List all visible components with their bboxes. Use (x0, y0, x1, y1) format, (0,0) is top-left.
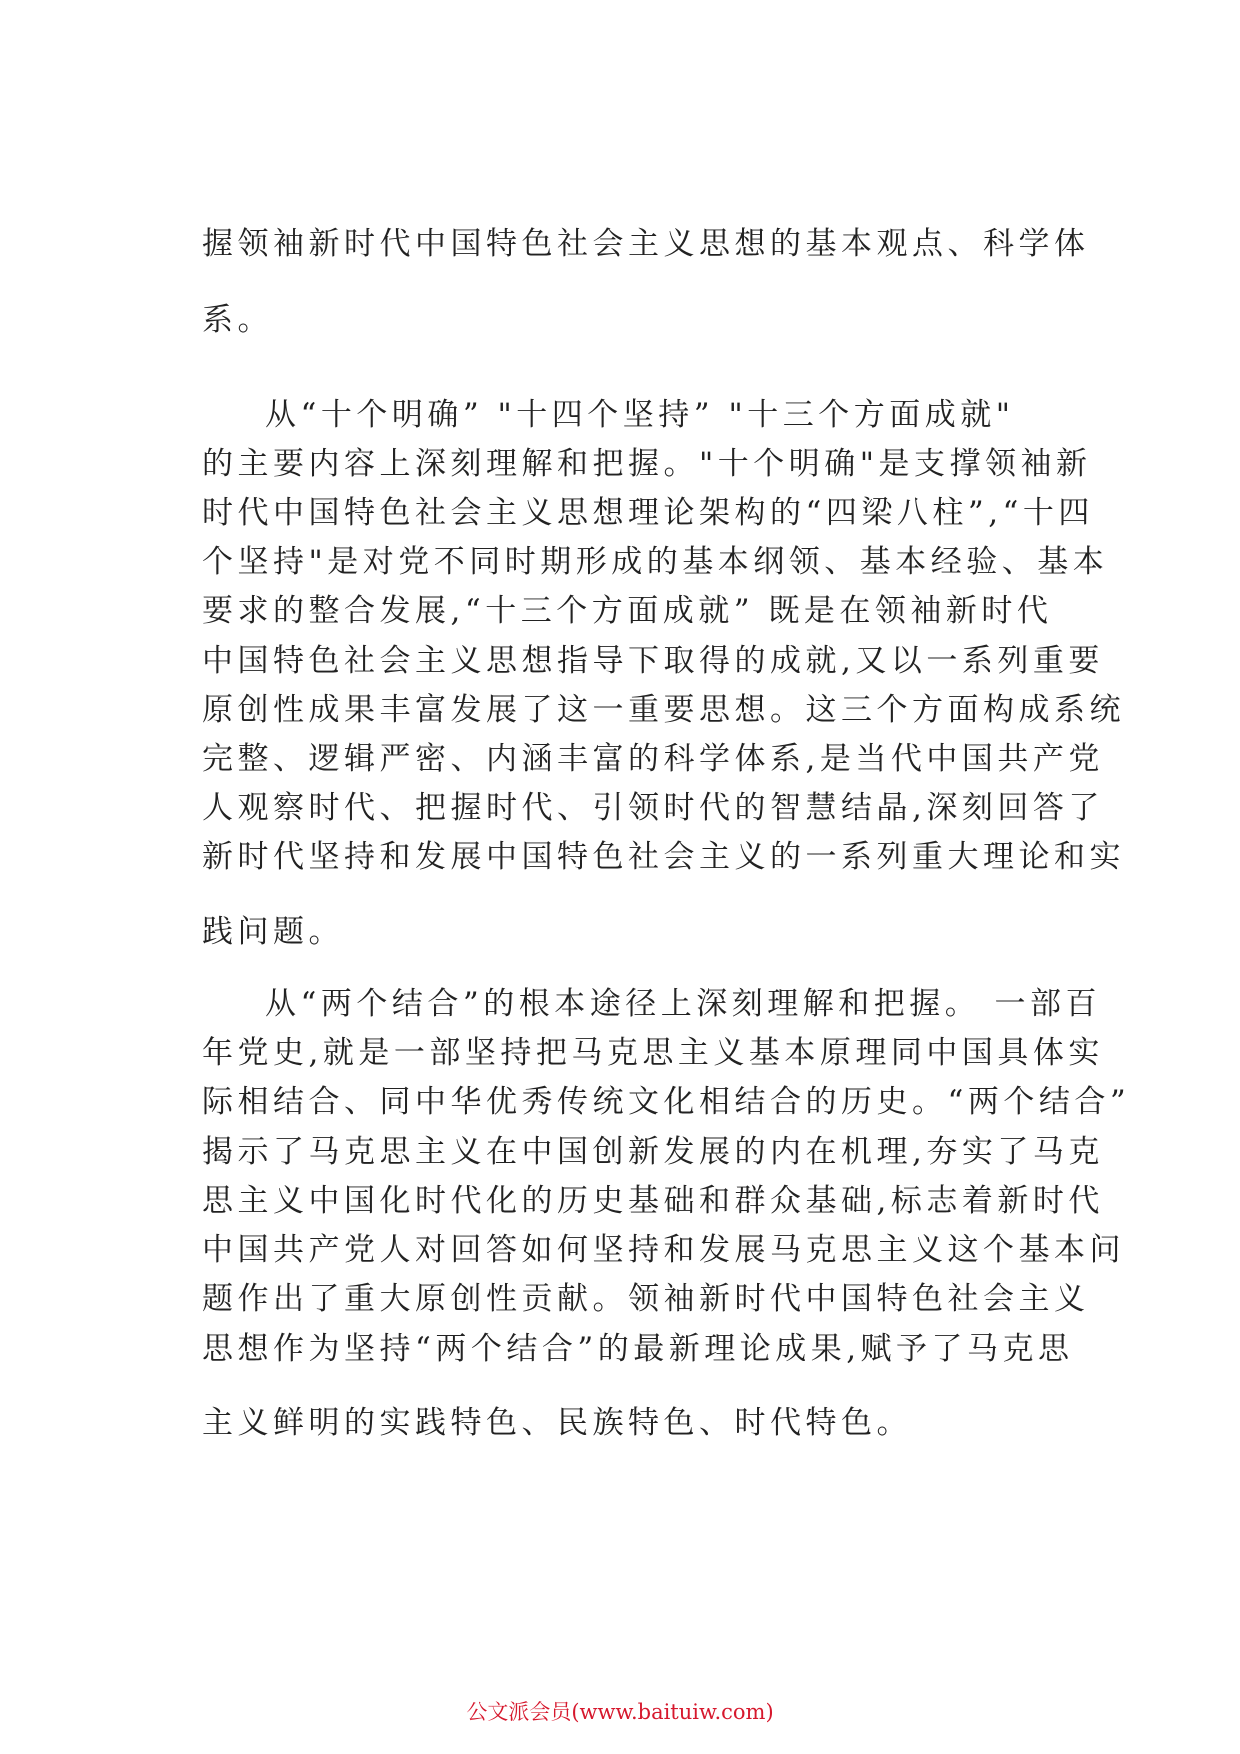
text-line-8: 中国特色社会主义思想指导下取得的成就,又以一系列重要 (202, 643, 1104, 679)
text-line-22: 主义鲜明的实践特色、民族特色、时代特色。 (202, 1405, 912, 1441)
text-line-5: 时代中国特色社会主义思想理论架构的“四梁八柱”,“十四 (202, 495, 1094, 531)
text-line-16: 际相结合、同中华优秀传统文化相结合的历史。“两个结合” (202, 1084, 1131, 1120)
text-line-3: 从“十个明确” "十四个坚持” "十三个方面成就" (265, 397, 1015, 433)
text-line-11: 人观察时代、把握时代、引领时代的智慧结晶,深刻回答了 (202, 790, 1104, 826)
text-line-19: 中国共产党人对回答如何坚持和发展马克思主义这个基本问 (202, 1232, 1125, 1268)
text-line-13: 践问题。 (202, 914, 344, 950)
text-line-17: 揭示了马克思主义在中国创新发展的内在机理,夯实了马克 (202, 1134, 1104, 1170)
text-line-9: 原创性成果丰富发展了这一重要思想。这三个方面构成系统 (202, 692, 1125, 728)
text-line-6: 个坚持"是对党不同时期形成的基本纲领、基本经验、基本 (202, 544, 1109, 580)
text-line-2: 系。 (202, 302, 273, 338)
text-line-15: 年党史,就是一部坚持把马克思主义基本原理同中国具体实 (202, 1035, 1104, 1071)
text-line-4: 的主要内容上深刻理解和把握。"十个明确"是支撑领袖新 (202, 446, 1092, 482)
text-line-21: 思想作为坚持“两个结合”的最新理论成果,赋予了马克思 (202, 1331, 1074, 1367)
text-line-1: 握领袖新时代中国特色社会主义思想的基本观点、科学体 (202, 226, 1090, 262)
text-line-14: 从“两个结合”的根本途径上深刻理解和把握。 一部百 (265, 986, 1102, 1022)
text-line-20: 题作出了重大原创性贡献。领袖新时代中国特色社会主义 (202, 1281, 1090, 1317)
text-line-7: 要求的整合发展,“十三个方面成就” 既是在领袖新时代 (202, 593, 1053, 629)
text-line-10: 完整、逻辑严密、内涵丰富的科学体系,是当代中国共产党 (202, 741, 1104, 777)
text-line-18: 思主义中国化时代化的历史基础和群众基础,标志着新时代 (202, 1183, 1104, 1219)
footer-watermark-link[interactable]: 公文派会员(www.baituiw.com) (466, 1700, 774, 1724)
text-line-12: 新时代坚持和发展中国特色社会主义的一系列重大理论和实 (202, 839, 1125, 875)
